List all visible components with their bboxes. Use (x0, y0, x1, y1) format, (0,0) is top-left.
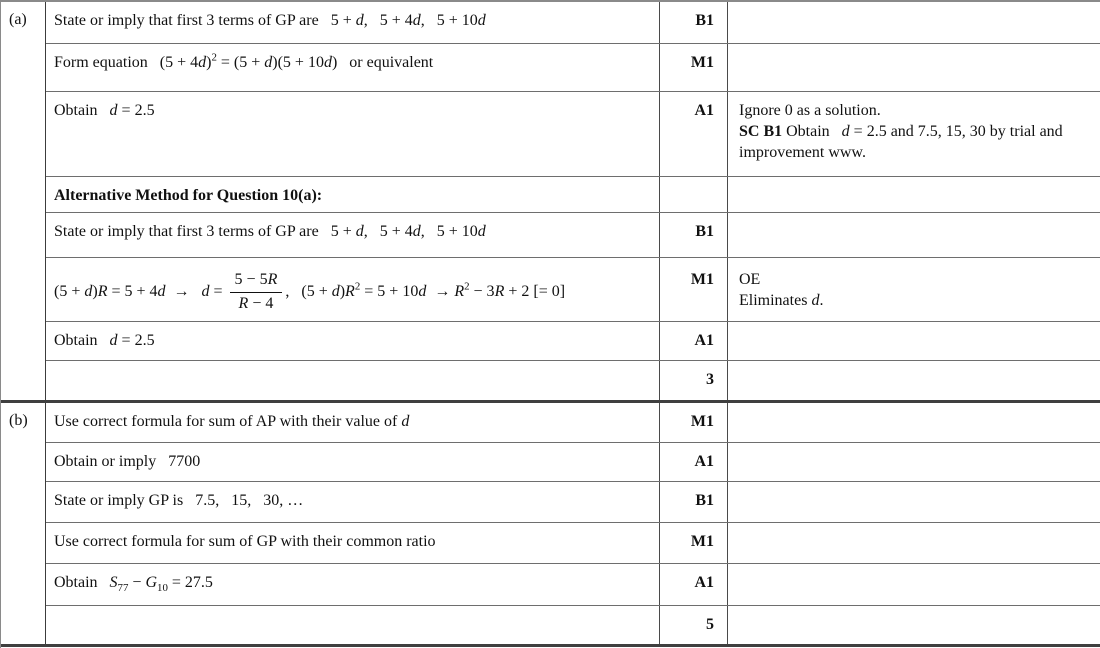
comment-text (728, 361, 1100, 400)
comment-text (728, 177, 1100, 212)
comment-text (728, 213, 1100, 257)
section-part-b (1, 403, 1100, 647)
mark-code: M1 (660, 403, 728, 442)
table-row (46, 258, 1100, 322)
comment-text (728, 403, 1100, 442)
comment-text (728, 523, 1100, 563)
alternative-method-row (46, 177, 1100, 213)
table-row (46, 403, 1100, 443)
comment-text: Ignore 0 as a solution. SC B1 Obtain d = 2.5 and 7.5, 15, 30 by trial and improvement www. (739, 102, 1063, 161)
criterion-text: State or imply that first 3 terms of GP are 5 + d, 5 + 4d, 5 + 10d (46, 2, 660, 43)
comment-text (728, 482, 1100, 522)
comment-text (728, 44, 1100, 91)
criterion-text: State or imply that first 3 terms of GP are 5 + d, 5 + 4d, 5 + 10d (46, 213, 660, 257)
mark-code: A1 (660, 443, 728, 481)
criterion-text: Obtain d = 2.5 (46, 92, 660, 176)
section-b-rows (46, 403, 1100, 644)
comment-text: OE Eliminates d. (739, 271, 824, 309)
table-row (46, 523, 1100, 564)
criterion-text: State or imply GP is 7.5, 15, 30, … (46, 482, 660, 522)
subtotal-row (46, 606, 1100, 644)
criterion-text: Obtain $S_{77} - G_{10} = 27.5$ (46, 564, 660, 605)
subtotal-row (46, 361, 1100, 400)
comment-text (728, 564, 1100, 605)
comment-text (728, 443, 1100, 481)
section-a-rows (46, 2, 1100, 400)
criterion-text: (5 + d)R = 5 + 4d → d = $\frac{5 - 5R}{R - 4}$ , $(5 + d)R^2 = 5 + 10d$ → $R^2 - 3R + 2$ [= 0] (46, 258, 660, 321)
criterion-text: Obtain d = 2.5 (46, 322, 660, 360)
mark-code: M1 (660, 44, 728, 91)
alternative-method-heading: Alternative Method for Question 10(a): (46, 177, 660, 212)
table-row (46, 443, 1100, 482)
mark-code: M1 (660, 258, 728, 321)
criterion-text (46, 361, 660, 400)
table-row (46, 92, 1100, 177)
section-total-marks: 3 (660, 361, 728, 400)
mark-code: A1 (660, 92, 728, 176)
table-row (46, 44, 1100, 92)
criterion-text (46, 606, 660, 644)
criterion-text: Use correct formula for sum of GP with their common ratio (46, 523, 660, 563)
mark-code: A1 (660, 322, 728, 360)
part-label-b: (b) (1, 403, 46, 644)
comment-text (728, 322, 1100, 360)
comment-text (728, 606, 1100, 644)
table-row (46, 322, 1100, 361)
table-row (46, 482, 1100, 523)
mark-code (660, 177, 728, 212)
part-label-a: (a) (1, 2, 46, 400)
table-row (46, 213, 1100, 258)
criterion-text: Form equation $(5 + 4d)^2 = (5 + d)(5 + 10d)$ or equivalent (46, 44, 660, 91)
table-row (46, 564, 1100, 606)
section-total-marks: 5 (660, 606, 728, 644)
mark-code: A1 (660, 564, 728, 605)
mark-code: M1 (660, 523, 728, 563)
mark-code: B1 (660, 482, 728, 522)
mark-code: B1 (660, 213, 728, 257)
criterion-text: Use correct formula for sum of AP with their value of d (46, 403, 660, 442)
mark-code: B1 (660, 2, 728, 43)
criterion-text: Obtain or imply 7700 (46, 443, 660, 481)
section-part-a (1, 2, 1100, 403)
table-row (46, 2, 1100, 44)
comment-text (728, 2, 1100, 43)
